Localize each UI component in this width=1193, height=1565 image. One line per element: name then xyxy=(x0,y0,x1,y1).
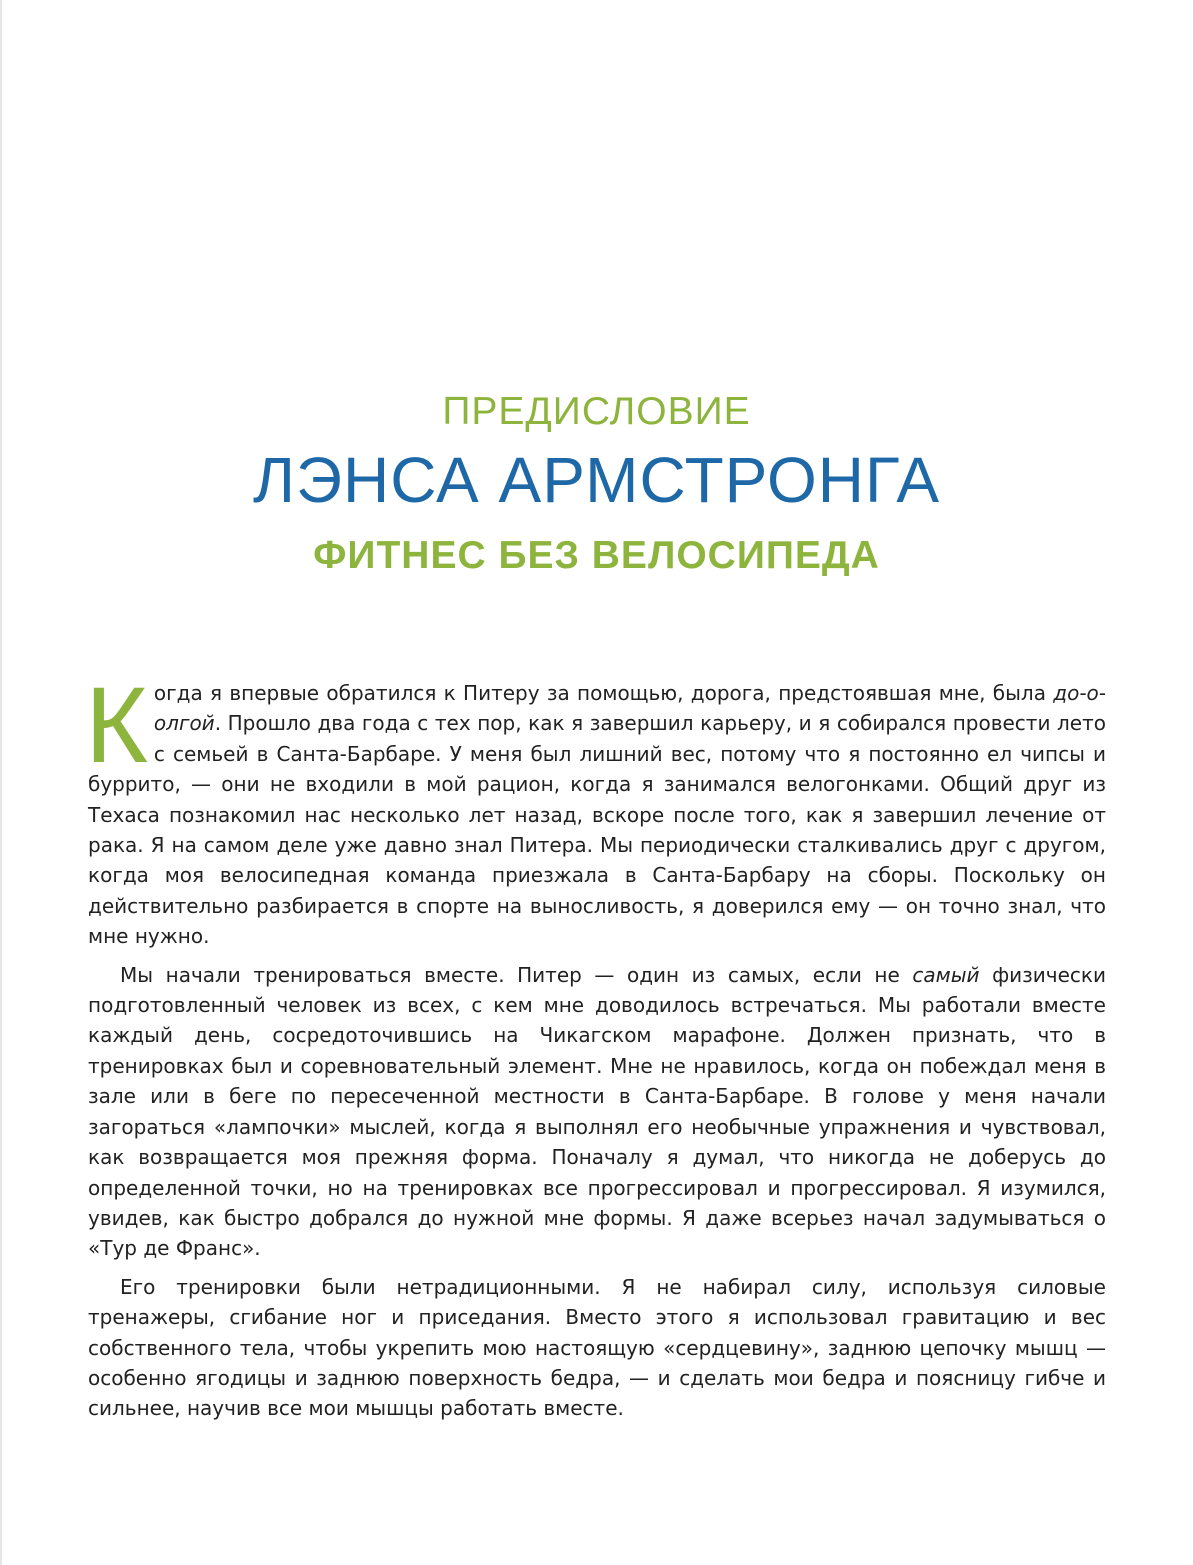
drop-cap: К xyxy=(85,664,148,785)
paragraph-1-text-cont: . Прошло два года с тех пор, как я завершил карьеру, и я собирался провести лето с семьей в Санта-Барбаре. У меня был лишний вес, потому что я постоянно ел чипсы и буррито, — они не входили в мой рацион, когда я занимался велогонками. Общий друг из Техаса познакомил нас несколько лет назад, вскоре после того, как я завершил лечение от рака. Я на самом деле уже давно знал Питера. Мы периодически сталкивались друг с другом, когда моя велосипедная команда приезжала в Санта-Барбару на сборы. Поскольку он действительно разбирается в спорте на выносливость, я доверился ему — он точно знал, что мне нужно. xyxy=(88,711,1106,949)
chapter-title: ЛЭНСА АРМСТРОНГА xyxy=(253,444,940,516)
paragraph-2-emphasis: самый xyxy=(912,962,980,987)
paragraph-1-emphasis: до-о-олгой xyxy=(153,681,1106,736)
chapter-kicker: ПРЕДИСЛОВИЕ xyxy=(442,390,751,433)
paragraph-1 xyxy=(85,664,1106,952)
page-edge-shadow xyxy=(0,0,2,1565)
body-text xyxy=(85,664,1106,1424)
paragraph-2-text: Мы начали тренироваться вместе. Питер — один из самых, если не xyxy=(120,962,913,987)
paragraph-2 xyxy=(88,960,1106,1264)
chapter-heading xyxy=(0,388,1193,580)
paragraph-2-text-cont: физически подготовленный человек из всех, с кем мне доводилось встречаться. Мы работали вместе каждый день, сосредоточившись на Чикагском марафоне. Должен признать, что в тренировках был и соревновательный элемент. Мне не нравилось, когда он побеждал меня в зале или в беге по пересеченной местности в Санта-Барбаре. В голове у меня начали загораться «лампочки» мыслей, когда я выполнял его необычные упражнения и чувствовал, как возвращается моя прежняя форма. Поначалу я думал, что никогда не доберусь до определенной точки, но на тренировках все прогрессировал и прогрессировал. Я изумился, увидев, как быстро добрался до нужной мне формы. Я даже всерьез начал задумываться о «Тур де Франс». xyxy=(88,962,1106,1261)
chapter-subtitle: ФИТНЕС БЕЗ ВЕЛОСИПЕДА xyxy=(313,534,880,577)
paragraph-1-text: огда я впервые обратился к Питеру за помощью, дорога, предстоявшая мне, была xyxy=(153,681,1054,705)
paragraph-3: Его тренировки были нетрадиционными. Я не набирал силу, используя силовые тренажеры, сгибание ног и приседания. Вместо этого я использовал гравитацию и вес собственного тела, чтобы укрепить мою настоящую «сердцевину», заднюю цепочку мышц — особенно ягодицы и заднюю поверхность бедра, — и сделать мои бедра и поясницу гибче и сильнее, научив все мои мышцы работать вместе. xyxy=(88,1274,1106,1421)
